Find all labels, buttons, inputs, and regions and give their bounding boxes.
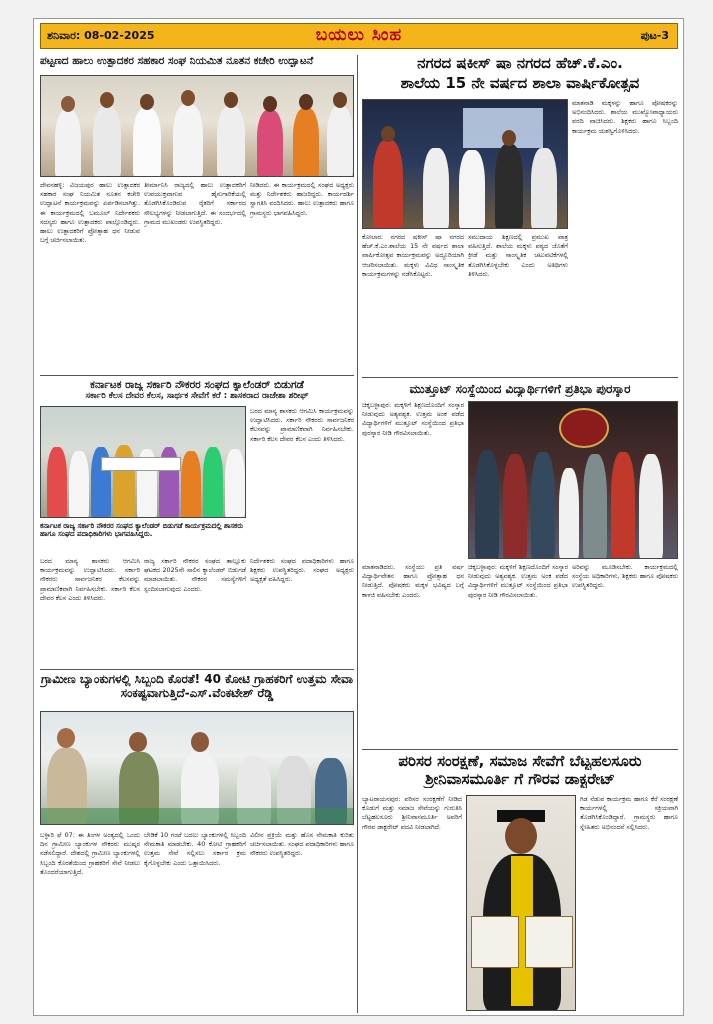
story4-headline-line1: ನಗರದ ಷಕೀಸ್ ಷಾ ನಗರದ ಹೆಚ್.ಕೆ.ಎಂ. xyxy=(417,55,623,72)
story4-headline-line2: ಶಾಲೆಯ 15 ನೇ ವರ್ಷದ ಶಾಲಾ ವಾರ್ಷಿಕೋತ್ಸವ xyxy=(400,75,640,92)
story2-subheadline: ಸರ್ಕಾರಿ ಕೆಲಸ ದೇವರ ಕೆಲಸ, ಸಾರ್ಥಕ ಸೇವೆಗೆ ಕರೆ : ಶಾಸಕರಾದ ರಾಜೇಶಾ ಶರೀಫ್ xyxy=(85,392,309,401)
story4-side-col: ಮಾತನಾಡಿ ಮಕ್ಕಳನ್ನು ಹಾಗೂ ಪೋಷಕರನ್ನು ಅಭಿನಂದಿಸಿದರು. ಶಾಲೆಯ ಮುಖ್ಯೋಪಾಧ್ಯಾಯರು ವರದಿ ವಾಚಿಸಿದರು. ಶಿಕ್ಷಕರು ಹಾಗೂ ಸಿಬ್ಬಂದಿ ಕಾರ್ಯಕ್ರಮ ಯಶಸ್ವಿಗೊಳಿಸಿದರು. xyxy=(572,99,678,135)
story3-col2: ಬೇಡಿಕೆ 10 ಗಂಟೆ ಬದಲು ಬ್ಯಾಂಕುಗಳಲ್ಲಿ ಸಿಬ್ಬಂದಿ ನೇಮಕಾತಿ ಮಾಡಬೇಕು. 40 ಕೋಟಿ ಗ್ರಾಹಕರಿಗೆ ಉತ್ತಮ ಸೇವೆ ಸಲ್ಲಿಸಲು ಸರ್ಕಾರ ಕ್ರಮ ಕೈಗೊಳ್ಳಬೇಕು ಎಂದು ಒತ್ತಾಯಿಸಿದರು. xyxy=(144,831,246,867)
story1-col3: ನೀಡಿದರು. ಈ ಕಾರ್ಯಕ್ರಮದಲ್ಲಿ ಸಂಘದ ಅಧ್ಯಕ್ಷರು ಮತ್ತು ನಿರ್ದೇಶಕರು ಹಾಜರಿದ್ದರು. ಕಾರ್ಯದರ್ಶಿ ಸ್ವಾಗತಿಸಿ ವಂದಿಸಿದರು. ಹಾಲು ಉತ್ಪಾದಕರು ಹಾಗೂ ಗ್ರಾಮಸ್ಥರು ಭಾಗವಹಿಸಿದ್ದರು. xyxy=(250,181,354,217)
story1-col1: ದೇವನಹಳ್ಳಿ: ವಿಜಯಪುರ ಹಾಲು ಉತ್ಪಾದಕರ ಸಹಕಾರ ಸಂಘ ನಿಯಮಿತ ನೂತನ ಕಚೇರಿ ಉದ್ಘಾಟನೆ ಕಾರ್ಯಕ್ರಮವನ್ನು ಏರ್ಪಡಿಸಲಾಗಿತ್ತು. ಈ ಕಾರ್ಯಕ್ರಮದಲ್ಲಿ ಬಮೂಲ್ ನಿರ್ದೇಶಕರು ಸದಸ್ಯರು ಹಾಗೂ ಉತ್ಪಾದಕರು ಪಾಲ್ಗೊಂಡಿದ್ದರು. ಹಾಲು ಉತ್ಪಾದಕರಿಗೆ ಪ್ರೋತ್ಸಾಹ ಧನ ನೀಡುವ ಬಗ್ಗೆ ಚರ್ಚಿಸಲಾಯಿತು. xyxy=(40,181,140,245)
story-separator xyxy=(362,377,678,378)
newspaper-page xyxy=(33,18,684,1016)
story1-col2: ತೀರ್ಮಾನಿಸಿ ರಾಜ್ಯದಲ್ಲಿ ಹಾಲು ಉತ್ಪಾದಕರಿಗೆ ಉಪಯುಕ್ತವಾಗುವ ಹೈನುಗಾರಿಕೆಯಲ್ಲಿ ತೊಡಗಿಸಿಕೊಂಡಿರುವ ರೈತರಿಗೆ ಸರ್ಕಾರದ ಸೌಲಭ್ಯಗಳನ್ನು ನೀಡಲಾಗುತ್ತಿದೆ. ಈ ಸಂದರ್ಭದಲ್ಲಿ ಗ್ರಾಮದ ಮುಖಂಡರು ಉಪಸ್ಥಿತರಿದ್ದರು. xyxy=(144,181,246,226)
story4-col2: ಸಮುದಾಯ ಶಿಕ್ಷಣದಲ್ಲಿ ಪ್ರಮುಖ ಪಾತ್ರ ವಹಿಸುತ್ತಿದೆ. ಶಾಲೆಯ ಮಕ್ಕಳು ಪಠ್ಯದ ಜೊತೆಗೆ ಕ್ರೀಡೆ ಮತ್ತು ಸಾಂಸ್ಕೃತಿಕ ಚಟುವಟಿಕೆಗಳಲ್ಲಿ ತೊಡಗಿಸಿಕೊಳ್ಳಬೇಕು ಎಂದು ಅತಿಥಿಗಳು ತಿಳಿಸಿದರು. xyxy=(468,233,568,278)
story6-col1: ಬ್ಯಾಟರಾಯನಪುರ: ಪರಿಸರ ಸಂರಕ್ಷಣೆಗೆ ನೀಡಿದ ಕೊಡುಗೆ ಮತ್ತು ಸಮಾಜ ಸೇವೆಯನ್ನು ಗುರುತಿಸಿ ಬೆಟ್ಟಹಲಸೂರು ಶ್ರೀನಿವಾಸಮೂರ್ತಿ ಅವರಿಗೆ ಗೌರವ ಡಾಕ್ಟರೇಟ್ ಪದವಿ ನೀಡಲಾಗಿದೆ. xyxy=(362,795,462,831)
issue-date: ಶನಿವಾರ: 08-02-2025 xyxy=(47,29,155,42)
masthead xyxy=(40,23,678,49)
story-separator xyxy=(40,669,354,670)
story2-col3: ನಿರ್ದೇಶಕರು ಸಂಘದ ಪದಾಧಿಕಾರಿಗಳು ಹಾಗೂ ಶಿಕ್ಷಕರು ಉಪಸ್ಥಿತರಿದ್ದರು. ಸಂಘದ ಅಧ್ಯಕ್ಷರು ಅಧ್ಯಕ್ಷತೆ ವಹಿಸಿದ್ದರು. xyxy=(250,557,354,584)
story6-headline-line1: ಪರಿಸರ ಸಂರಕ್ಷಣೆ, ಸಮಾಜ ಸೇವೆಗೆ ಬೆಟ್ಟಹಲಸೂರು xyxy=(398,753,642,770)
story5-col2: ಚಿಕ್ಕಬಳ್ಳಾಪುರ: ಮಕ್ಕಳಿಗೆ ಶಿಕ್ಷಣದೊಂದಿಗೆ ಸಂಸ್ಕಾರ ನೀಡುವುದು ಅತ್ಯವಶ್ಯಕ. ಉತ್ತಮ ಅಂಕ ಪಡೆದ ವಿದ್ಯಾರ್ಥಿಗಳಿಗೆ ಮುತ್ತೂಟ್ ಸಂಸ್ಥೆಯಿಂದ ಪ್ರತಿಭಾ ಪುರಸ್ಕಾರ ನೀಡಿ ಗೌರವಿಸಲಾಯಿತು. xyxy=(468,563,568,599)
story1-headline: ಪಟ್ಟಣದ ಹಾಲು ಉತ್ಪಾದಕರ ಸಹಕಾರ ಸಂಘ ನಿಯಮಿತ ನೂತನ ಕಚೇರಿ ಉದ್ಘಾಟನೆ xyxy=(40,55,314,67)
story2-caption: ಕರ್ನಾಟಕ ರಾಜ್ಯ ಸರ್ಕಾರಿ ನೌಕರರ ಸಂಘದ ಕ್ಯಾಲೆಂಡರ್ ಬಿಡುಗಡೆ ಕಾರ್ಯಕ್ರಮದಲ್ಲಿ ಶಾಸಕರು ಹಾಗೂ ಸಂಘದ ಪದಾಧಿಕಾರಿಗಳು ಭಾಗವಹಿಸಿದ್ದರು. xyxy=(40,522,244,539)
story2-photo xyxy=(40,406,246,518)
page-number: ಪುಟ-3 xyxy=(640,29,669,42)
story5-photo xyxy=(468,401,678,559)
story2-side-col: ಬರದ ಮಾನ್ಯ ಶಾಸಕರು ಆಗಮಿಸಿ ಕಾರ್ಯಕ್ರಮವನ್ನು ಉದ್ಘಾಟಿಸಿದರು. ಸರ್ಕಾರಿ ನೌಕರರು ಸಾರ್ವಜನಿಕರ ಕೆಲಸವನ್ನು ಪ್ರಾಮಾಣಿಕವಾಗಿ ನಿರ್ವಹಿಸಬೇಕು. ಸರ್ಕಾರಿ ಕೆಲಸ ದೇವರ ಕೆಲಸ ಎಂದು ತಿಳಿಸಿದರು. xyxy=(250,407,354,443)
story3-photo xyxy=(40,711,354,825)
story6-photo xyxy=(466,795,576,1011)
newspaper-title: ಬಯಲು ಸಿಂಹ xyxy=(315,25,403,45)
story3-col3: ವಿಲೀನ ಪ್ರಕ್ರಿಯೆ ಮತ್ತು ಹೊಸ ನೇಮಕಾತಿ ಕುರಿತು ಚರ್ಚಿಸಲಾಯಿತು. ಸಂಘದ ಪದಾಧಿಕಾರಿಗಳು ಹಾಗೂ ನೌಕರರು ಉಪಸ್ಥಿತರಿದ್ದರು. xyxy=(250,831,354,858)
story5-headline: ಮುತ್ತೂಟ್ ಸಂಸ್ಥೆಯಿಂದ ವಿದ್ಯಾರ್ಥಿಗಳಿಗೆ ಪ್ರತಿಭಾ ಪುರಸ್ಕಾರ xyxy=(409,383,631,396)
story4-col1: ಕೋಲಾರ: ನಗರದ ಷಕೀಸ್ ಷಾ ನಗರದ ಹೆಚ್.ಕೆ.ಎಂ.ಶಾಲೆಯ 15 ನೇ ವರ್ಷದ ಶಾಲಾ ವಾರ್ಷಿಕೋತ್ಸವ ಕಾರ್ಯಕ್ರಮವನ್ನು ಅದ್ದೂರಿಯಾಗಿ ಆಚರಿಸಲಾಯಿತು. ಮಕ್ಕಳು ವಿವಿಧ ಸಾಂಸ್ಕೃತಿಕ ಕಾರ್ಯಕ್ರಮಗಳನ್ನು ನಡೆಸಿಕೊಟ್ಟರು. xyxy=(362,233,464,278)
story-separator xyxy=(362,749,678,750)
story4-photo xyxy=(362,99,568,229)
story6-col2: ಗಿಡ ನೆಡುವ ಕಾರ್ಯಕ್ರಮ ಹಾಗೂ ಕೆರೆ ಸಂರಕ್ಷಣೆ ಕಾರ್ಯಗಳಲ್ಲಿ ಸಕ್ರಿಯವಾಗಿ ತೊಡಗಿಸಿಕೊಂಡಿದ್ದಾರೆ. ಗ್ರಾಮಸ್ಥರು ಹಾಗೂ ಸ್ನೇಹಿತರು ಅಭಿನಂದನೆ ಸಲ್ಲಿಸಿದರು. xyxy=(580,795,678,831)
story2-col1: ಬರದ ಮಾನ್ಯ ಶಾಸಕರು ಆಗಮಿಸಿ ಕಾರ್ಯಕ್ರಮವನ್ನು ಉದ್ಘಾಟಿಸಿದರು. ಸರ್ಕಾರಿ ನೌಕರರು ಸಾರ್ವಜನಿಕರ ಕೆಲಸವನ್ನು ಪ್ರಾಮಾಣಿಕವಾಗಿ ನಿರ್ವಹಿಸಬೇಕು. ಸರ್ಕಾರಿ ಕೆಲಸ ದೇವರ ಕೆಲಸ ಎಂದು ತಿಳಿಸಿದರು. xyxy=(40,557,140,602)
story-separator xyxy=(40,375,354,376)
story3-col1: ಬಳ್ಳಾರಿ ಫೆ 07: ಈ ತಿಂಗಳ ಅಂತ್ಯದಲ್ಲಿ ಒಂದು ದಿನ ಗ್ರಾಮೀಣ ಬ್ಯಾಂಕುಗಳ ನೌಕರರು ಮುಷ್ಕರ ನಡೆಸಲಿದ್ದಾರೆ. ದೇಶದಲ್ಲಿ ಗ್ರಾಮೀಣ ಬ್ಯಾಂಕುಗಳಲ್ಲಿ ಸಿಬ್ಬಂದಿ ಕೊರತೆಯಿಂದ ಗ್ರಾಹಕರಿಗೆ ಸೇವೆ ನೀಡಲು ತೊಂದರೆಯಾಗುತ್ತಿದೆ. xyxy=(40,831,140,876)
story6-headline-line2: ಶ್ರೀನಿವಾಸಮೂರ್ತಿ ಗೆ ಗೌರವ ಡಾಕ್ಟರೇಟ್ xyxy=(425,771,615,788)
story5-col1: ಮಾತನಾಡಿದರು. ಸಂಸ್ಥೆಯು ಪ್ರತಿ ವರ್ಷ ವಿದ್ಯಾರ್ಥಿವೇತನ ಹಾಗೂ ಪ್ರೋತ್ಸಾಹ ಧನ ನೀಡುತ್ತಿದೆ. ಪೋಷಕರು ಮಕ್ಕಳ ಭವಿಷ್ಯದ ಬಗ್ಗೆ ಕಾಳಜಿ ವಹಿಸಬೇಕು ಎಂದರು. xyxy=(362,563,464,599)
story2-col2: ರಾಜ್ಯ ಸರ್ಕಾರಿ ನೌಕರರ ಸಂಘದ ತಾಲ್ಲೂಕು ಘಟಕದ 2025ನೇ ಸಾಲಿನ ಕ್ಯಾಲೆಂಡರ್ ಬಿಡುಗಡೆ ಮಾಡಲಾಯಿತು. ನೌಕರರ ಸಮಸ್ಯೆಗಳಿಗೆ ಸ್ಪಂದಿಸಲಾಗುವುದು ಎಂದರು. xyxy=(144,557,246,593)
story5-intro: ಚಿಕ್ಕಬಳ್ಳಾಪುರ: ಮಕ್ಕಳಿಗೆ ಶಿಕ್ಷಣದೊಂದಿಗೆ ಸಂಸ್ಕಾರ ನೀಡುವುದು ಅತ್ಯವಶ್ಯಕ. ಉತ್ತಮ ಅಂಕ ಪಡೆದ ವಿದ್ಯಾರ್ಥಿಗಳಿಗೆ ಮುತ್ತೂಟ್ ಸಂಸ್ಥೆಯಿಂದ ಪ್ರತಿಭಾ ಪುರಸ್ಕಾರ ನೀಡಿ ಗೌರವಿಸಲಾಯಿತು. xyxy=(362,401,464,437)
story3-headline: ಗ್ರಾಮೀಣ ಬ್ಯಾಂಕುಗಳಲ್ಲಿ ಸಿಬ್ಬಂದಿ ಕೊರತೆ! 40 ಕೋಟಿ ಗ್ರಾಹಕರಿಗೆ ಉತ್ತಮ ಸೇವಾ ಸಂಕಷ್ಟವಾಗುತ್ತಿದೆ-ಎಸ್.ವೆಂಕಟೇಶ್ ರೆಡ್ಡಿ xyxy=(41,673,353,700)
story5-col3: ಅರಿವನ್ನು ಮೂಡಿಸಬೇಕು. ಕಾರ್ಯಕ್ರಮದಲ್ಲಿ ಸಂಸ್ಥೆಯ ಅಧಿಕಾರಿಗಳು, ಶಿಕ್ಷಕರು ಹಾಗೂ ಪೋಷಕರು ಉಪಸ್ಥಿತರಿದ್ದರು. xyxy=(572,563,678,590)
story1-photo xyxy=(40,75,354,177)
column-divider xyxy=(357,55,358,1013)
story2-headline: ಕರ್ನಾಟಕ ರಾಜ್ಯ ಸರ್ಕಾರಿ ನೌಕರರ ಸಂಘದ ಕ್ಯಾಲೆಂಡರ್ ಬಿಡುಗಡೆ xyxy=(90,379,304,391)
